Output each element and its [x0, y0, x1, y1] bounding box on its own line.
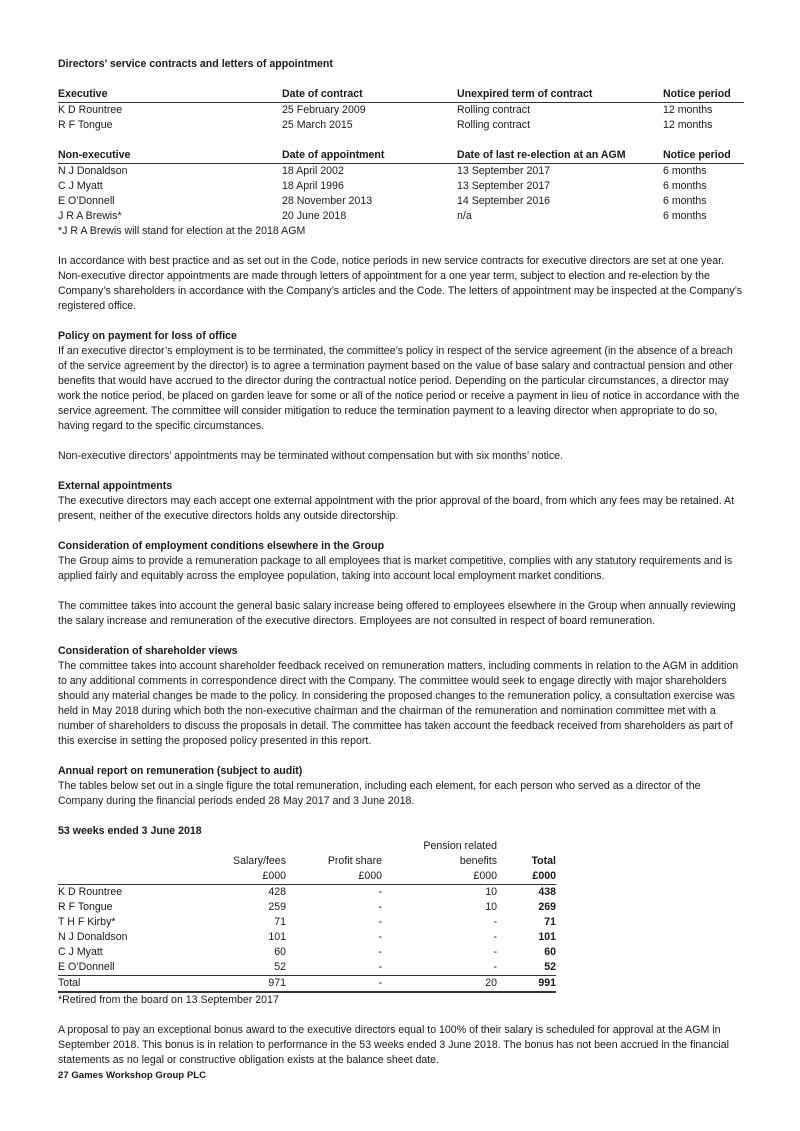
header-cell	[286, 839, 382, 854]
table-cell: 101	[268, 931, 286, 943]
header-cell: Date of contract	[282, 87, 457, 103]
table-cell: 52	[274, 961, 286, 973]
header-cell: Date of appointment	[282, 148, 457, 164]
header-cell: £000	[178, 869, 286, 885]
table-cell: -	[378, 961, 382, 973]
table-cell: -	[378, 886, 382, 898]
table-cell: 6 months	[663, 180, 707, 192]
table-header-row	[58, 87, 744, 103]
header-cell: benefits	[459, 855, 497, 867]
table-cell: 428	[268, 886, 286, 898]
table-cell: 259	[268, 901, 286, 913]
table-cell: R F Tongue	[58, 901, 113, 913]
table-cell: 71	[544, 916, 556, 928]
table-cell: Total	[58, 976, 178, 993]
section-title-external-appointments: External appointments	[58, 480, 173, 492]
table-cell: -	[493, 916, 497, 928]
table-cell: C J Myatt	[58, 946, 103, 958]
table-cell: n/a	[457, 210, 472, 222]
external-appointments-paragraph: The executive directors may each accept one external appointment with the prior approval of the board, from which any fees may be retained. At present, neither of the executive directors holds any outside directorship.	[58, 495, 735, 522]
table-cell: 71	[274, 916, 286, 928]
table-row	[58, 945, 556, 960]
header-cell	[58, 839, 178, 854]
non-executive-termination-paragraph: Non-executive directors’ appointments may be terminated without compensation but with six months’ notice.	[58, 450, 564, 462]
table-cell: 101	[538, 931, 556, 943]
section-title-employment-conditions: Consideration of employment conditions elsewhere in the Group	[58, 540, 385, 552]
table-cell: K D Rountree	[58, 886, 123, 898]
header-cell	[497, 839, 556, 854]
table-cell: -	[493, 931, 497, 943]
table-cell: 60	[544, 946, 556, 958]
table-cell: 10	[485, 901, 497, 913]
table-cell: N J Donaldson	[58, 165, 128, 177]
section-title-shareholder-views: Consideration of shareholder views	[58, 645, 238, 657]
table-cell: 13 September 2017	[457, 165, 551, 177]
table-cell: 6 months	[663, 195, 707, 207]
table-cell: K D Rountree	[58, 104, 123, 116]
table-cell: 12 months	[663, 104, 713, 116]
table-cell: 991	[497, 976, 556, 993]
table-row	[58, 900, 556, 915]
header-cell: Pension related	[423, 840, 497, 852]
remuneration-table	[58, 839, 556, 993]
table-row	[58, 179, 744, 194]
table-cell: 971	[178, 976, 286, 993]
header-cell: £000	[382, 869, 497, 885]
table-cell: 52	[544, 961, 556, 973]
table-row	[58, 164, 744, 180]
table-cell: E O’Donnell	[58, 961, 115, 973]
table-row	[58, 118, 744, 133]
header-cell	[178, 839, 286, 854]
table-cell: 20	[382, 976, 497, 993]
executive-contracts-table	[58, 87, 744, 133]
table-cell: 18 April 1996	[282, 180, 344, 192]
table-cell: 28 November 2013	[282, 195, 373, 207]
table-cell: 18 April 2002	[282, 165, 344, 177]
table-cell: -	[378, 901, 382, 913]
table-cell: -	[378, 916, 382, 928]
header-cell	[58, 854, 178, 869]
bonus-paragraph: A proposal to pay an exceptional bonus award to the executive directors equal to 100% of their salary is scheduled for approval at the AGM in September 2018. This bonus is in relation to performance in the 53 weeks ended 3 June 2018. The bonus has not been accrued in the financial statements as no legal or constructive obligation exists at the balance sheet date.	[58, 1024, 729, 1066]
table-header-row	[58, 854, 556, 869]
table-cell: 6 months	[663, 210, 707, 222]
header-cell	[58, 869, 178, 885]
table-row	[58, 209, 744, 224]
header-cell: Profit share	[327, 855, 382, 867]
table-cell: E O’Donnell	[58, 195, 115, 207]
table-cell: 25 February 2009	[282, 104, 366, 116]
table-row	[58, 103, 744, 119]
section-title-annual-report: Annual report on remuneration (subject to audit)	[58, 765, 303, 777]
header-cell: Salary/fees	[233, 855, 286, 867]
table-cell: 12 months	[663, 119, 713, 131]
section-title-loss-of-office: Policy on payment for loss of office	[58, 330, 237, 342]
table-cell: 60	[274, 946, 286, 958]
table-cell: C J Myatt	[58, 180, 103, 192]
section-title-service-contracts: Directors’ service contracts and letters of appointment	[58, 58, 333, 70]
table-cell: 6 months	[663, 165, 707, 177]
table-cell: -	[493, 961, 497, 973]
table-cell: N J Donaldson	[58, 931, 128, 943]
table-cell: T H F Kirby*	[58, 916, 116, 928]
table-cell: -	[493, 946, 497, 958]
table-cell: Rolling contract	[457, 119, 531, 131]
table-cell: 10	[485, 886, 497, 898]
table-cell: -	[378, 931, 382, 943]
employment-conditions-paragraph: The Group aims to provide a remuneration package to all employees that is market competitive, complies with any statutory requirements and is applied fairly and equitably across the employee population, taking into account local employment market conditions.	[58, 555, 733, 582]
header-cell: Non-executive	[58, 148, 282, 164]
table-cell: 20 June 2018	[282, 210, 347, 222]
table-cell: 438	[538, 886, 556, 898]
notice-periods-paragraph: In accordance with best practice and as set out in the Code, notice periods in new service contracts for executive directors are set at one year. Non-executive director appointments are made through letters of appointment for a one year term, subject to election and re-election by the Company’s shareholders in accordance with the Company’s articles and the Code. The letters of appointment may be inspected at the Company’s registered office.	[58, 255, 743, 312]
header-cell: Notice period	[663, 87, 744, 103]
table-header-row	[58, 869, 556, 885]
table-cell: 14 September 2016	[457, 195, 551, 207]
header-cell: Date of last re-election at an AGM	[457, 148, 663, 164]
document-page	[58, 57, 744, 1083]
table-cell: 25 March 2015	[282, 119, 353, 131]
header-cell: £000	[286, 869, 382, 885]
table-cell: 13 September 2017	[457, 180, 551, 192]
loss-of-office-paragraph: If an executive director’s employment is to be terminated, the committee’s policy in respect of the service agreement (in the absence of a breach of the service agreement by the director) is to agree a termination payment based on the value of base salary and contractual pension and other benefits that would have accrued to the director during the contractual notice period. Depending on the particular circumstances, a director may work the notice period, be placed on garden leave for some or all of the notice period or receive a payment in lieu of notice in accordance with the service agreement. The committee will consider mitigation to reduce the termination payment to a leaving director when appropriate to do so, having regard to the specific circumstances.	[58, 345, 740, 432]
table-cell: 269	[538, 901, 556, 913]
table-row	[58, 915, 556, 930]
non-executive-appointments-table	[58, 148, 744, 224]
shareholder-views-paragraph: The committee takes into account shareholder feedback received on remuneration matters, including comments in relation to the AGM in addition to any additional comments in correspondence direct with the Company. The committee would seek to engage directly with major shareholders should any material changes be made to the policy. In considering the proposed changes to the remuneration policy, a consultation exercise was held in May 2018 during which both the non-executive chairman and the chairman of the remuneration and nomination committee met with a number of shareholders to discuss the proposals in detail. The committee has taken account the feedback received from shareholders as part of this exercise in setting the proposed policy presented in this report.	[58, 660, 739, 747]
table-cell: Rolling contract	[457, 104, 531, 116]
annual-report-paragraph: The tables below set out in a single figure the total remuneration, including each element, for each person who served as a director of the Company during the financial periods ended 28 May 2017 and 3 June 2018.	[58, 780, 701, 807]
table-header-row	[58, 839, 556, 854]
table-row	[58, 930, 556, 945]
table-row	[58, 960, 556, 976]
table-cell: R F Tongue	[58, 119, 113, 131]
header-cell: Notice period	[663, 148, 744, 164]
table-cell: -	[378, 946, 382, 958]
salary-increase-paragraph: The committee takes into account the general basic salary increase being offered to employees elsewhere in the Group when annually reviewing the salary increase and remuneration of the executive directors. Employees are not consulted in respect of board remuneration.	[58, 600, 736, 627]
table-header-row	[58, 148, 744, 164]
table-row	[58, 885, 556, 901]
table-total-row	[58, 976, 556, 993]
header-cell: Unexpired term of contract	[457, 87, 663, 103]
footnote-brewis: *J R A Brewis will stand for election at the 2018 AGM	[58, 225, 306, 237]
footnote-kirby: *Retired from the board on 13 September 2017	[58, 994, 279, 1006]
remuneration-table-title: 53 weeks ended 3 June 2018	[58, 825, 202, 837]
table-cell: J R A Brewis*	[58, 210, 122, 222]
table-cell: -	[286, 976, 382, 993]
header-cell: £000	[497, 869, 556, 885]
header-cell: Executive	[58, 87, 282, 103]
header-cell: Total	[531, 855, 556, 867]
table-row	[58, 194, 744, 209]
page-footer: 27 Games Workshop Group PLC	[58, 1070, 207, 1081]
